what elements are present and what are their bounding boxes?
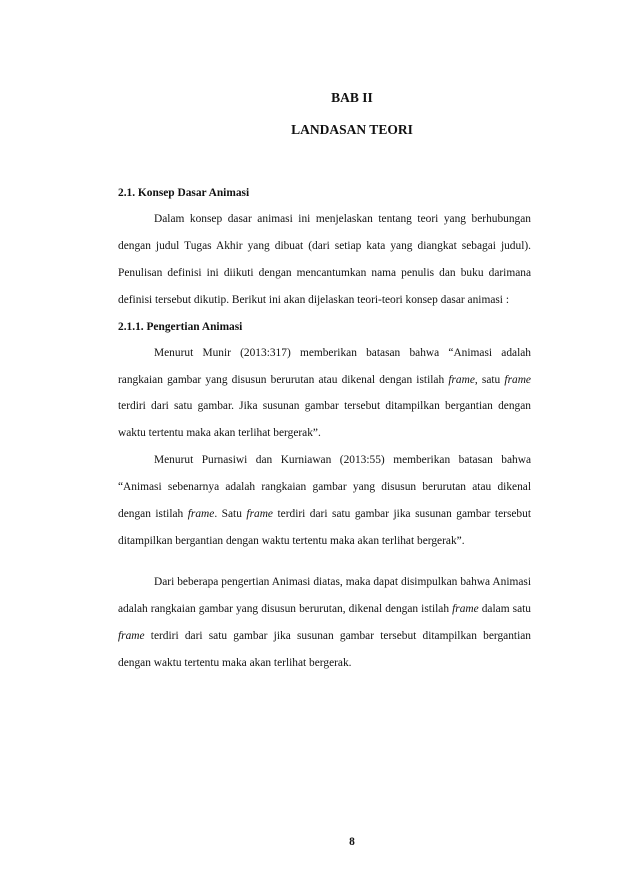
term-frame: frame bbox=[187, 508, 215, 521]
paragraph-munir: Menurut Munir (2013:317) memberikan batasan bahwa “Animasi adalah rangkaian gambar yang disusun berurutan atau dikenal dengan istilah frame, satu frame terdiri dari satu gambar. Jika susunan gambar tersebut ditampilkan bergantian dengan waktu tertentu maka akan terlihat bergerak”. bbox=[118, 346, 531, 440]
chapter-title: LANDASAN TEORI bbox=[291, 122, 413, 137]
term-frame: frame bbox=[118, 629, 145, 642]
body-content bbox=[118, 180, 531, 677]
page-number: 8 bbox=[349, 836, 355, 848]
term-frame: frame bbox=[246, 508, 273, 521]
term-frame: frame bbox=[448, 373, 475, 386]
paragraph-purnasiwi: Menurut Purnasiwi dan Kurniawan (2013:55) memberikan batasan bahwa “Animasi sebenarnya adalah rangkaian gambar yang disusun berurutan atau dikenal dengan istilah frame. Satu frame terdiri dari satu gambar jika susunan gambar tersebut ditampilkan bergantian dengan waktu tertentu maka akan terlihat bergerak”. bbox=[118, 454, 531, 547]
paragraph-conclusion: Dari beberapa pengertian Animasi diatas, maka dapat disimpulkan bahwa Animasi adalah rangkaian gambar yang disusun berurutan, dikenal dengan istilah frame dalam satu frame terdiri dari satu gambar jika susunan gambar tersebut ditampilkan bergantian dengan waktu tertentu maka akan terlihat bergerak. bbox=[118, 575, 531, 669]
term-frame: frame bbox=[452, 602, 479, 615]
term-frame: frame bbox=[504, 373, 531, 386]
section-paragraph: Dalam konsep dasar animasi ini menjelaskan tentang teori yang berhubungan dengan judul Tugas Akhir yang dibuat (dari setiap kata yang diangkat sebagai judul). Penulisan definisi ini diikuti dengan mencantumkan nama penulis dan buku darimana definisi tersebut dikutip. Berikut ini akan dijelaskan teori-teori konsep dasar animasi : bbox=[118, 213, 531, 306]
section-heading: 2.1. Konsep Dasar Animasi bbox=[118, 187, 250, 199]
chapter-number: BAB II bbox=[331, 90, 373, 105]
subsection-heading: 2.1.1. Pengertian Animasi bbox=[118, 320, 243, 333]
